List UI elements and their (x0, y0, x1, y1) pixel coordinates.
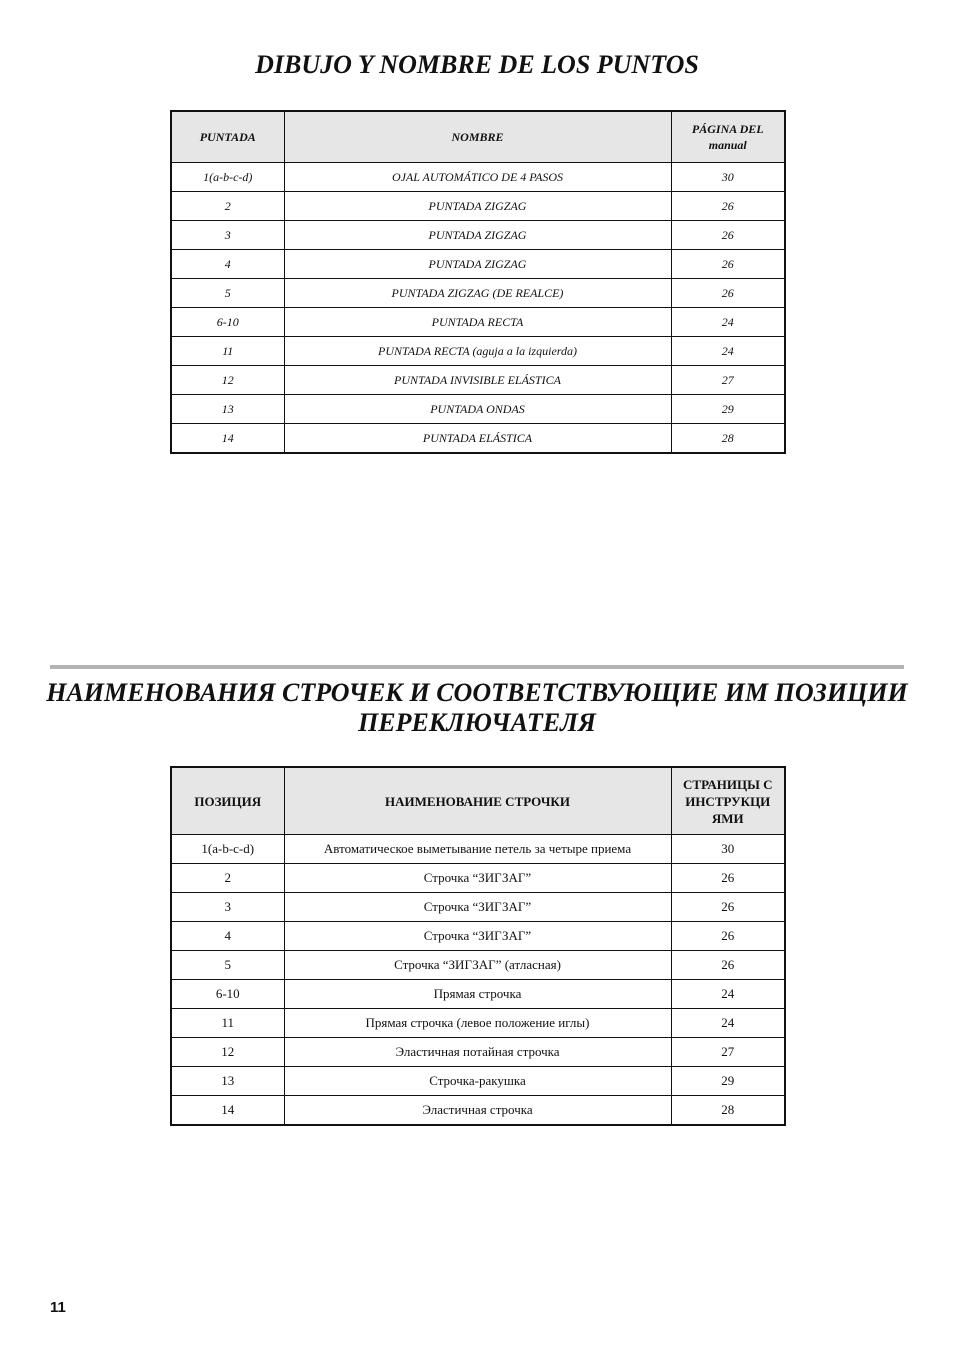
header-position: ПОЗИЦИЯ (171, 767, 284, 835)
page-ref-cell: 29 (671, 395, 785, 424)
header-nombre: NOMBRE (284, 111, 671, 163)
spanish-table-body (171, 163, 785, 454)
stitch-name-cell: OJAL AUTOMÁTICO DE 4 PASOS (284, 163, 671, 192)
stitch-number-cell: 12 (171, 366, 284, 395)
table-header-row (171, 767, 785, 835)
table-row (171, 192, 785, 221)
stitch-name-cell: PUNTADA RECTA (284, 308, 671, 337)
stitch-name-cell: Строчка “ЗИГЗАГ” (284, 864, 671, 893)
stitch-number-cell: 2 (171, 864, 284, 893)
stitch-name-cell: Эластичная потайная строчка (284, 1038, 671, 1067)
table-row (171, 893, 785, 922)
table-header-row (171, 111, 785, 163)
page-ref-cell: 28 (671, 424, 785, 454)
header-pagina-line2: manual (708, 138, 747, 152)
stitch-number-cell: 4 (171, 250, 284, 279)
stitch-number-cell: 12 (171, 1038, 284, 1067)
russian-stitch-table (170, 766, 786, 1126)
page-number: 11 (50, 1299, 66, 1316)
stitch-number-cell: 11 (171, 1009, 284, 1038)
stitch-name-cell: Прямая строчка (левое положение иглы) (284, 1009, 671, 1038)
page-ref-cell: 26 (671, 893, 785, 922)
header-stitch-name: НАИМЕНОВАНИЕ СТРОЧКИ (284, 767, 671, 835)
table-row (171, 337, 785, 366)
table-row (171, 1067, 785, 1096)
table-row (171, 980, 785, 1009)
stitch-name-cell: PUNTADA ELÁSTICA (284, 424, 671, 454)
page-ref-cell: 26 (671, 922, 785, 951)
page-ref-cell: 24 (671, 980, 785, 1009)
stitch-name-cell: PUNTADA ONDAS (284, 395, 671, 424)
header-puntada: PUNTADA (171, 111, 284, 163)
stitch-name-cell: PUNTADA ZIGZAG (284, 221, 671, 250)
stitch-number-cell: 6-10 (171, 980, 284, 1009)
stitch-name-cell: PUNTADA INVISIBLE ELÁSTICA (284, 366, 671, 395)
page-ref-cell: 24 (671, 308, 785, 337)
page-ref-cell: 26 (671, 864, 785, 893)
stitch-name-cell: Строчка “ЗИГЗАГ” (284, 893, 671, 922)
stitch-name-cell: Автоматическое выметывание петель за четыре приема (284, 835, 671, 864)
table-row (171, 951, 785, 980)
stitch-number-cell: 1(a-b-c-d) (171, 835, 284, 864)
table-row (171, 864, 785, 893)
page-ref-cell: 26 (671, 951, 785, 980)
table-row (171, 221, 785, 250)
russian-title-line1: НАИМЕНОВАНИЯ СТРОЧЕК И СООТВЕТСТВУЮЩИЕ ИМ ПОЗИЦИИ (46, 678, 908, 707)
page-ref-cell: 26 (671, 221, 785, 250)
spanish-stitch-table (170, 110, 786, 454)
russian-table-body (171, 835, 785, 1126)
table-row (171, 1096, 785, 1126)
header-pages-line2: ИНСТРУКЦИ (685, 793, 771, 809)
stitch-number-cell: 4 (171, 922, 284, 951)
page-ref-cell: 24 (671, 337, 785, 366)
russian-title-line2: ПЕРЕКЛЮЧАТЕЛЯ (358, 708, 596, 737)
header-pages-line3: ЯМИ (711, 810, 744, 826)
page-ref-cell: 26 (671, 192, 785, 221)
table-row (171, 1009, 785, 1038)
stitch-number-cell: 14 (171, 1096, 284, 1126)
stitch-name-cell: PUNTADA RECTA (aguja a la izquierda) (284, 337, 671, 366)
header-pagina-line1: PÁGINA DEL (691, 122, 764, 136)
page-ref-cell: 27 (671, 1038, 785, 1067)
stitch-name-cell: Строчка “ЗИГЗАГ” (284, 922, 671, 951)
stitch-name-cell: PUNTADA ZIGZAG (DE REALCE) (284, 279, 671, 308)
stitch-name-cell: PUNTADA ZIGZAG (284, 250, 671, 279)
header-pages (671, 767, 785, 835)
page-ref-cell: 24 (671, 1009, 785, 1038)
stitch-number-cell: 1(a-b-c-d) (171, 163, 284, 192)
stitch-number-cell: 3 (171, 893, 284, 922)
stitch-number-cell: 13 (171, 395, 284, 424)
stitch-number-cell: 5 (171, 279, 284, 308)
stitch-number-cell: 2 (171, 192, 284, 221)
stitch-name-cell: Эластичная строчка (284, 1096, 671, 1126)
table-row (171, 922, 785, 951)
spanish-section-title: DIBUJO Y NOMBRE DE LOS PUNTOS (255, 50, 699, 79)
stitch-number-cell: 14 (171, 424, 284, 454)
table-row (171, 279, 785, 308)
page-ref-cell: 28 (671, 1096, 785, 1126)
page-ref-cell: 26 (671, 250, 785, 279)
table-row (171, 366, 785, 395)
table-row (171, 395, 785, 424)
page-ref-cell: 30 (671, 835, 785, 864)
page-ref-cell: 30 (671, 163, 785, 192)
page-ref-cell: 29 (671, 1067, 785, 1096)
table-row (171, 835, 785, 864)
stitch-number-cell: 11 (171, 337, 284, 366)
table-row (171, 424, 785, 454)
stitch-name-cell: Строчка “ЗИГЗАГ” (атласная) (284, 951, 671, 980)
header-pagina (671, 111, 785, 163)
header-pages-line1: СТРАНИЦЫ С (683, 776, 773, 792)
table-row (171, 308, 785, 337)
stitch-name-cell: Прямая строчка (284, 980, 671, 1009)
stitch-number-cell: 6-10 (171, 308, 284, 337)
table-row (171, 1038, 785, 1067)
stitch-number-cell: 3 (171, 221, 284, 250)
section-divider (50, 665, 904, 669)
stitch-number-cell: 5 (171, 951, 284, 980)
stitch-name-cell: PUNTADA ZIGZAG (284, 192, 671, 221)
page-ref-cell: 27 (671, 366, 785, 395)
russian-section-title (40, 678, 914, 738)
stitch-name-cell: Строчка-ракушка (284, 1067, 671, 1096)
table-row (171, 250, 785, 279)
table-row (171, 163, 785, 192)
stitch-number-cell: 13 (171, 1067, 284, 1096)
page-ref-cell: 26 (671, 279, 785, 308)
